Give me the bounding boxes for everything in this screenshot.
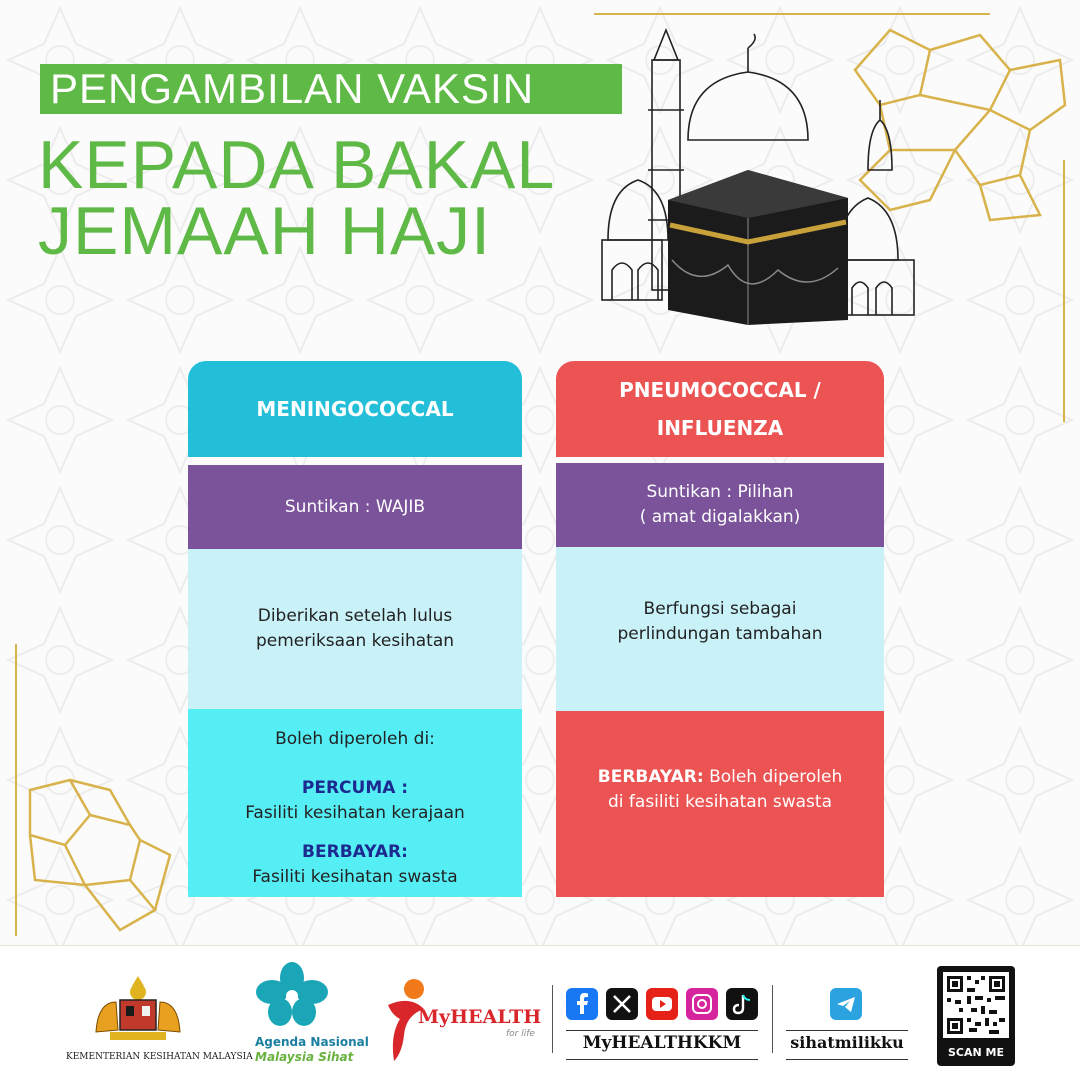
availability-cell <box>556 711 884 897</box>
free-text: Fasiliti kesihatan kerajaan <box>245 803 465 823</box>
ministry-crest-logo <box>88 972 188 1044</box>
agenda-line-2: Malaysia Sihat <box>255 1050 354 1064</box>
description-line-2: perlindungan tambahan <box>617 624 823 644</box>
injection-status-line-2: ( amat digalakkan) <box>639 507 801 527</box>
column-header <box>188 361 522 457</box>
myhealth-my: My <box>418 1006 451 1028</box>
injection-status-line-1: Suntikan : Pilihan <box>646 482 794 502</box>
column-heading: MENINGOCOCCAL <box>256 397 454 421</box>
qr-code-icon <box>937 966 1015 1044</box>
hibiscus-logo <box>252 960 332 1030</box>
description-text: Diberikan setelah lulus pemeriksaan kesihatan <box>255 606 455 651</box>
free-label: PERCUMA : <box>301 778 409 798</box>
footer-separator <box>552 985 553 1053</box>
agenda-line-1: Agenda Nasional <box>255 1035 369 1049</box>
myhealth-tagline: for life <box>506 1029 535 1039</box>
telegram-handle[interactable]: sihatmilikku <box>790 1033 904 1052</box>
qr-scan-label: SCAN ME <box>947 1046 1004 1059</box>
myhealth-logo-text <box>418 1006 541 1028</box>
paid-label: BERBAYAR: <box>302 842 408 862</box>
column-pneumococcal-influenza <box>556 361 884 897</box>
description-cell <box>556 547 884 711</box>
instagram-icon[interactable] <box>686 988 718 1020</box>
title-main <box>38 127 556 269</box>
social-icons-row <box>566 988 758 1020</box>
youtube-icon[interactable] <box>646 988 678 1020</box>
description-line-1: Berfungsi sebagai <box>643 599 797 619</box>
paid-text-line-2: di fasiliti kesihatan swasta <box>608 792 832 812</box>
availability-intro: Boleh diperoleh di: <box>275 729 435 749</box>
availability-cell <box>188 709 522 897</box>
qr-code-box[interactable] <box>937 966 1015 1066</box>
column-header <box>556 361 884 457</box>
ministry-name: KEMENTERIAN KESIHATAN MALAYSIA <box>66 1052 253 1062</box>
paid-label: BERBAYAR: <box>597 767 704 787</box>
title-banner <box>40 64 622 114</box>
column-heading-line-2: INFLUENZA <box>656 416 784 440</box>
column-meningococcal <box>188 361 522 897</box>
paid-text: Fasiliti kesihatan swasta <box>252 867 458 887</box>
footer-separator <box>772 985 773 1053</box>
social-handle[interactable]: MyHEALTHKKM <box>582 1033 742 1053</box>
injection-status-cell <box>188 465 522 549</box>
injection-status-cell <box>556 463 884 547</box>
mosque-kaaba-illustration <box>598 20 928 330</box>
description-cell <box>188 549 522 709</box>
title-line-2: KEPADA BAKAL <box>38 127 556 203</box>
paid-text-line-1: Boleh diperoleh <box>709 767 843 787</box>
title-line-1: PENGAMBILAN VAKSIN <box>50 65 535 112</box>
injection-status: Suntikan : WAJIB <box>284 496 426 517</box>
x-icon[interactable] <box>606 988 638 1020</box>
myhealth-health: HEALTH <box>450 1006 542 1028</box>
title-line-3: JEMAAH HAJI <box>38 193 492 269</box>
column-heading-line-1: PNEUMOCOCCAL / <box>619 378 821 402</box>
facebook-icon[interactable] <box>566 988 598 1020</box>
tiktok-icon[interactable] <box>726 988 758 1020</box>
telegram-icon[interactable] <box>830 988 862 1020</box>
gold-ornament-bottom-left <box>10 640 180 940</box>
